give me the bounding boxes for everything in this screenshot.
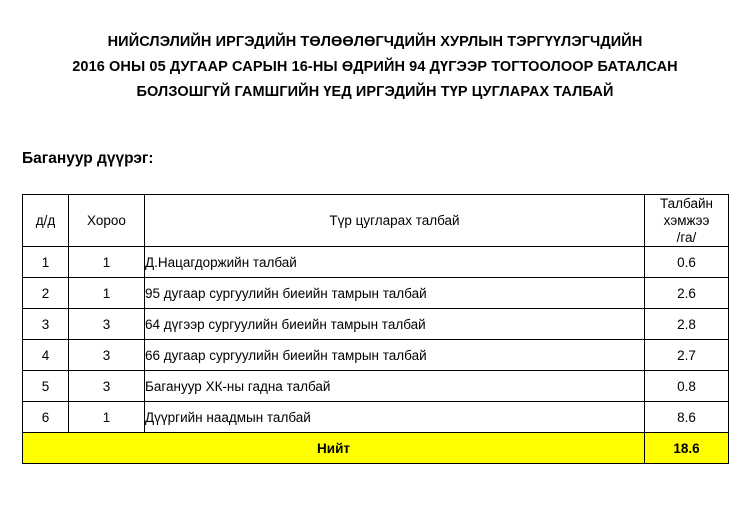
column-header-no: д/д xyxy=(23,195,69,247)
cell-horoo: 3 xyxy=(69,309,145,340)
cell-horoo: 3 xyxy=(69,371,145,402)
column-header-name: Түр цугларах талбай xyxy=(145,195,645,247)
cell-area: 0.8 xyxy=(645,371,729,402)
cell-horoo: 3 xyxy=(69,340,145,371)
column-header-area-line2: хэмжээ xyxy=(663,213,710,228)
total-value: 18.6 xyxy=(645,433,729,464)
cell-area: 2.6 xyxy=(645,278,729,309)
cell-no: 6 xyxy=(23,402,69,433)
table-row xyxy=(23,278,729,309)
cell-no: 4 xyxy=(23,340,69,371)
cell-no: 3 xyxy=(23,309,69,340)
header-line-1: НИЙСЛЭЛИЙН ИРГЭДИЙН ТӨЛӨӨЛӨГЧДИЙН ХУРЛЫН ТЭРГҮҮЛЭГЧДИЙН xyxy=(107,34,643,50)
column-header-area xyxy=(645,195,729,247)
cell-name: Д.Нацагдоржийн талбай xyxy=(145,247,645,278)
table-row xyxy=(23,402,729,433)
cell-name: Багануур ХК-ны гадна талбай xyxy=(145,371,645,402)
cell-horoo: 1 xyxy=(69,278,145,309)
column-header-area-line3: /га/ xyxy=(676,230,697,245)
column-header-area-line1: Талбайн xyxy=(660,196,713,211)
column-header-horoo: Хороо xyxy=(69,195,145,247)
table-header-row xyxy=(23,195,729,247)
cell-area: 8.6 xyxy=(645,402,729,433)
cell-no: 1 xyxy=(23,247,69,278)
gathering-areas-table xyxy=(22,194,729,464)
table-head xyxy=(23,195,729,247)
cell-no: 2 xyxy=(23,278,69,309)
document-header xyxy=(0,0,750,105)
cell-horoo: 1 xyxy=(69,402,145,433)
cell-name: 66 дугаар сургуулийн биеийн тамрын талбай xyxy=(145,340,645,371)
table-row xyxy=(23,371,729,402)
cell-area: 2.8 xyxy=(645,309,729,340)
table-row xyxy=(23,340,729,371)
cell-name: Дүүргийн наадмын талбай xyxy=(145,402,645,433)
table-body xyxy=(23,247,729,464)
table-total-row xyxy=(23,433,729,464)
header-line-3: БОЛЗОШГҮЙ ГАМШГИЙН ҮЕД ИРГЭДИЙН ТҮР ЦУГЛАРАХ ТАЛБАЙ xyxy=(136,84,614,100)
cell-name: 95 дугаар сургуулийн биеийн тамрын талбай xyxy=(145,278,645,309)
section-title: Багануур дүүрэг: xyxy=(22,150,154,167)
cell-no: 5 xyxy=(23,371,69,402)
header-line-2: 2016 ОНЫ 05 ДУГААР САРЫН 16-НЫ ӨДРИЙН 94 ДҮГЭЭР ТОГТООЛООР БАТАЛСАН xyxy=(72,59,678,75)
table-row xyxy=(23,309,729,340)
cell-horoo: 1 xyxy=(69,247,145,278)
cell-name: 64 дүгээр сургуулийн биеийн тамрын талбай xyxy=(145,309,645,340)
table-row xyxy=(23,247,729,278)
table-container xyxy=(22,194,728,464)
total-label: Нийт xyxy=(23,433,645,464)
cell-area: 2.7 xyxy=(645,340,729,371)
cell-area: 0.6 xyxy=(645,247,729,278)
